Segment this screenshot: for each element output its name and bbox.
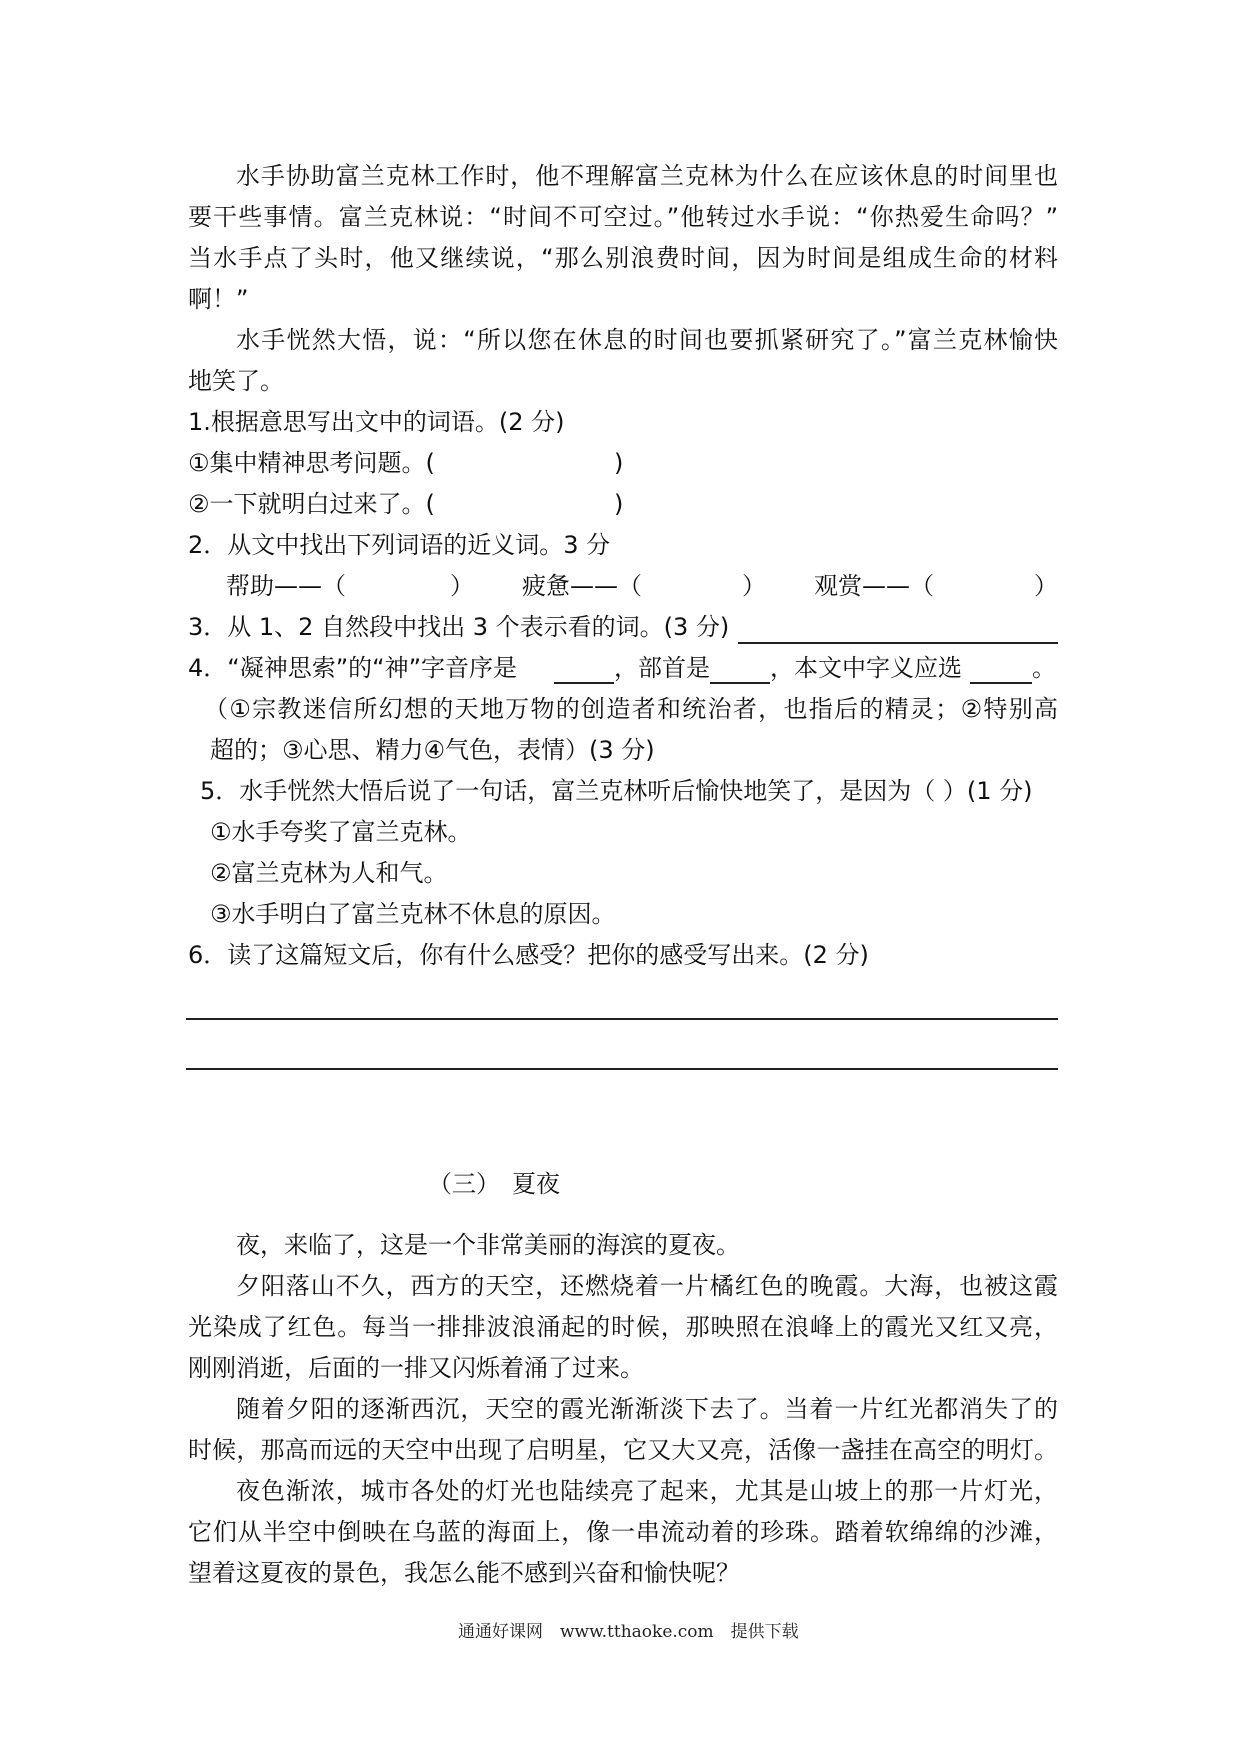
passage2-p3-line-2: 时候，那高而远的天空中出现了启明星，它又大又亮，活像一盏挂在高空的明灯。	[188, 1436, 1058, 1464]
question-6: 6．读了这篇短文后，你有什么感受？把你的感受写出来。(2 分)	[188, 941, 869, 969]
question-4-options-1: （①宗教迷信所幻想的天地万物的创造者和统治者，也指后的精灵；②特别高	[204, 695, 1058, 723]
question-1: 1.根据意思写出文中的词语。(2 分)	[188, 408, 565, 436]
synonym-close-2: ）	[742, 572, 766, 600]
passage2-p4-line-1: 夜色渐浓，城市各处的灯光也陆续亮了起来，尤其是山坡上的那一片灯光，	[236, 1477, 1058, 1505]
synonym-word-3: 观赏——（	[814, 572, 934, 600]
synonym-close-3: ）	[1034, 572, 1058, 600]
passage2-p3-line-1: 随着夕阳的逐渐西沉，天空的霞光渐渐淡下去了。当着一片红光都消失了的	[236, 1395, 1058, 1423]
passage2-p1: 夜，来临了，这是一个非常美丽的海滨的夏夜。	[236, 1231, 740, 1259]
passage1-line-4: 啊！”	[188, 285, 249, 313]
question-5-option-1: ①水手夸奖了富兰克林。	[210, 818, 472, 846]
question-1b: ②一下就明白过来了。(	[188, 490, 435, 518]
section-title: （三） 夏夜	[428, 1170, 560, 1198]
question-4-blank-1[interactable]	[554, 682, 614, 684]
question-1a-close: )	[614, 449, 624, 477]
passage2-p2-line-2: 光染成了红色。每当一排排波浪涌起的时候，那映照在浪峰上的霞光又红又亮，	[188, 1313, 1058, 1341]
passage2-p4-line-3: 望着这夏夜的景色，我怎么能不感到兴奋和愉快呢？	[188, 1559, 740, 1587]
passage1-line-3: 当水手点了头时，他又继续说，“那么别浪费时间，因为时间是组成生命的材料	[188, 244, 1058, 272]
question-4-options-2: 超的；③心思、精力④气色，表情）(3 分)	[210, 736, 655, 764]
question-5-option-3: ③水手明白了富兰克林不休息的原因。	[210, 900, 616, 928]
synonym-word-1: 帮助——（	[226, 572, 346, 600]
passage1-line-5: 水手恍然大悟，说：“所以您在休息的时间也要抓紧研究了。”富兰克林愉快	[236, 326, 1058, 354]
passage1-line-2: 要干些事情。富兰克林说：“时间不可空过。”他转过水手说：“你热爱生命吗？”	[188, 203, 1058, 231]
passage2-p2-line-1: 夕阳落山不久，西方的天空，还燃烧着一片橘红色的晚霞。大海，也被这霞	[236, 1272, 1058, 1300]
question-4-blank-3[interactable]	[970, 682, 1032, 684]
passage1-line-6: 地笑了。	[188, 367, 284, 395]
question-4-part-b: ，部首是	[614, 654, 710, 682]
synonym-close-1: ）	[450, 572, 474, 600]
question-1a: ①集中精神思考问题。(	[188, 449, 435, 477]
question-6-answer-line-2[interactable]	[186, 1068, 1058, 1070]
question-4-blank-2[interactable]	[710, 682, 770, 684]
question-4-part-d: 。	[1032, 654, 1056, 682]
question-6-answer-line-1[interactable]	[186, 1018, 1058, 1020]
question-2: 2．从文中找出下列词语的近义词。3 分	[188, 531, 611, 559]
passage1-line-1: 水手协助富兰克林工作时，他不理解富兰克林为什么在应该休息的时间里也	[236, 162, 1058, 190]
question-4-part-c: ，本文中字义应选	[770, 654, 962, 682]
question-3: 3．从 1、2 自然段中找出 3 个表示看的词。(3 分)	[188, 613, 730, 641]
synonym-word-2: 疲惫——（	[522, 572, 642, 600]
question-1b-close: )	[614, 490, 624, 518]
question-5: 5．水手恍然大悟后说了一句话，富兰克林听后愉快地笑了，是因为（ ）(1 分)	[200, 777, 1033, 805]
question-4-part-a: 4．“凝神思索”的“神”字音序是	[188, 654, 518, 682]
question-5-option-2: ②富兰克林为人和气。	[210, 859, 448, 887]
footer-credit: 通通好课网 www.tthaoke.com 提供下载	[458, 1622, 799, 1642]
passage2-p2-line-3: 刚刚消逝，后面的一排又闪烁着涌了过来。	[188, 1354, 644, 1382]
question-3-answer-line[interactable]	[738, 642, 1058, 644]
passage2-p4-line-2: 它们从半空中倒映在乌蓝的海面上，像一串流动着的珍珠。踏着软绵绵的沙滩，	[188, 1518, 1058, 1546]
